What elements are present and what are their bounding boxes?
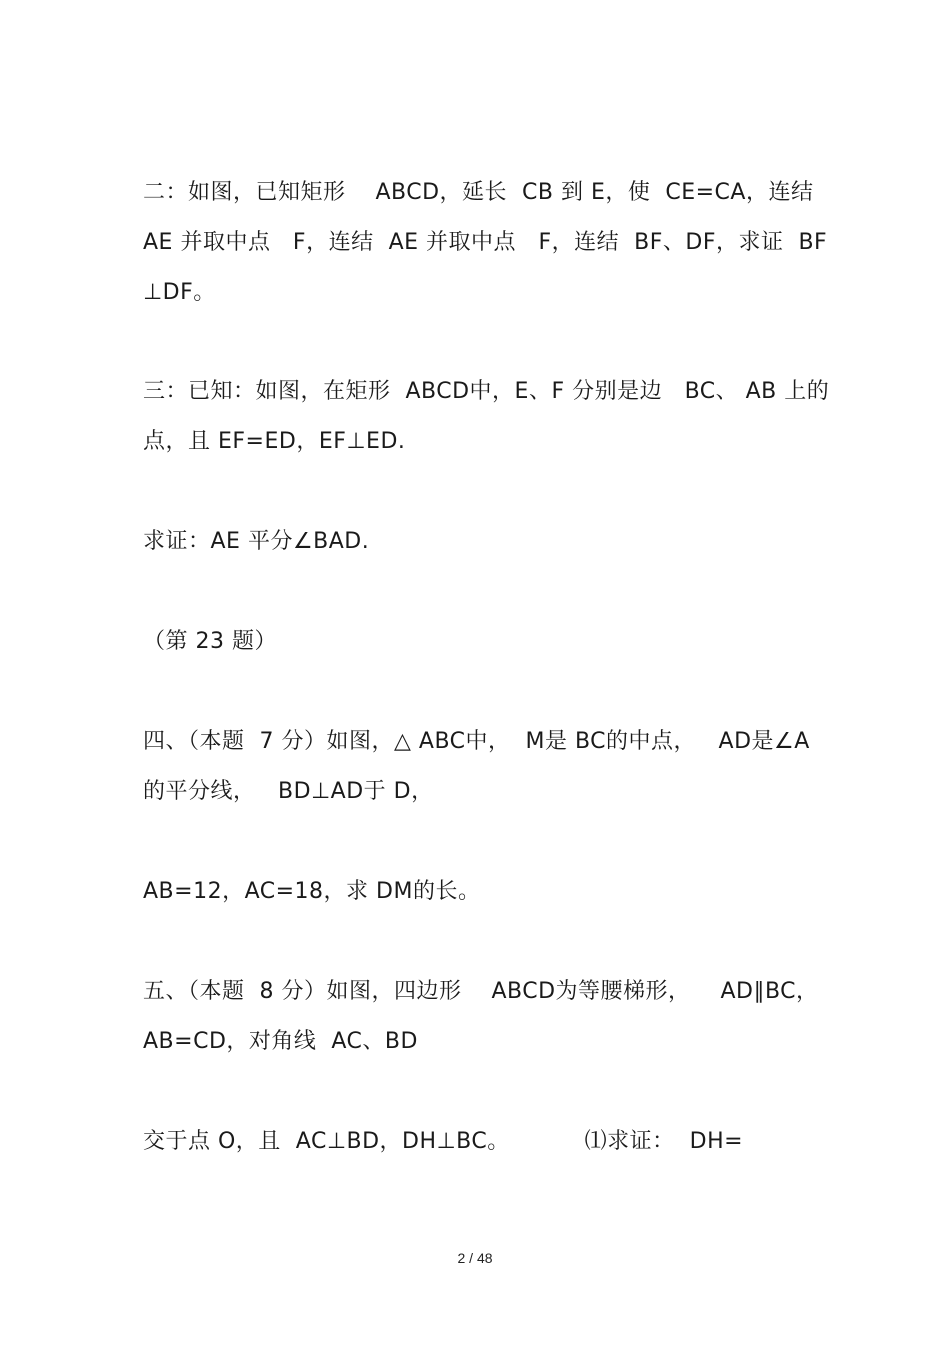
problem2-line3: ⊥DF。 bbox=[143, 280, 216, 305]
problem4-line1: 四、（本题 7 分）如图，△ ABC中， M是 BC的中点， AD是∠A bbox=[143, 729, 810, 754]
problem3-line1: 三：已知：如图，在矩形 ABCD中，E、F 分别是边 BC、 AB 上的 bbox=[143, 379, 830, 404]
problem4-line3: AB=12，AC=18，求 DM的长。 bbox=[143, 879, 481, 904]
problem5-line2: AB=CD，对角线 AC、BD bbox=[143, 1029, 418, 1054]
figure-caption: （第 23 题） bbox=[143, 629, 277, 654]
problem2-line2: AE 并取中点 F，连结 AE 并取中点 F，连结 BF、DF，求证 BF bbox=[143, 230, 828, 255]
page-number: 2 / 48 bbox=[457, 1250, 493, 1266]
problem5-line1: 五、（本题 8 分）如图，四边形 ABCD为等腰梯形， AD∥BC， bbox=[143, 979, 819, 1004]
problem3-line3: 求证：AE 平分∠BAD. bbox=[143, 529, 370, 554]
problem2-line1: 二：如图，已知矩形 ABCD，延长 CB 到 E，使 CE=CA，连结 bbox=[143, 180, 814, 205]
problem3-line2: 点，且 EF=ED，EF⊥ED. bbox=[143, 429, 406, 454]
problem5-line3: 交于点 O，且 AC⊥BD，DH⊥BC。 ⑴求证： DH= bbox=[143, 1129, 744, 1154]
problem4-line2: 的平分线， BD⊥AD于 D， bbox=[143, 779, 434, 804]
